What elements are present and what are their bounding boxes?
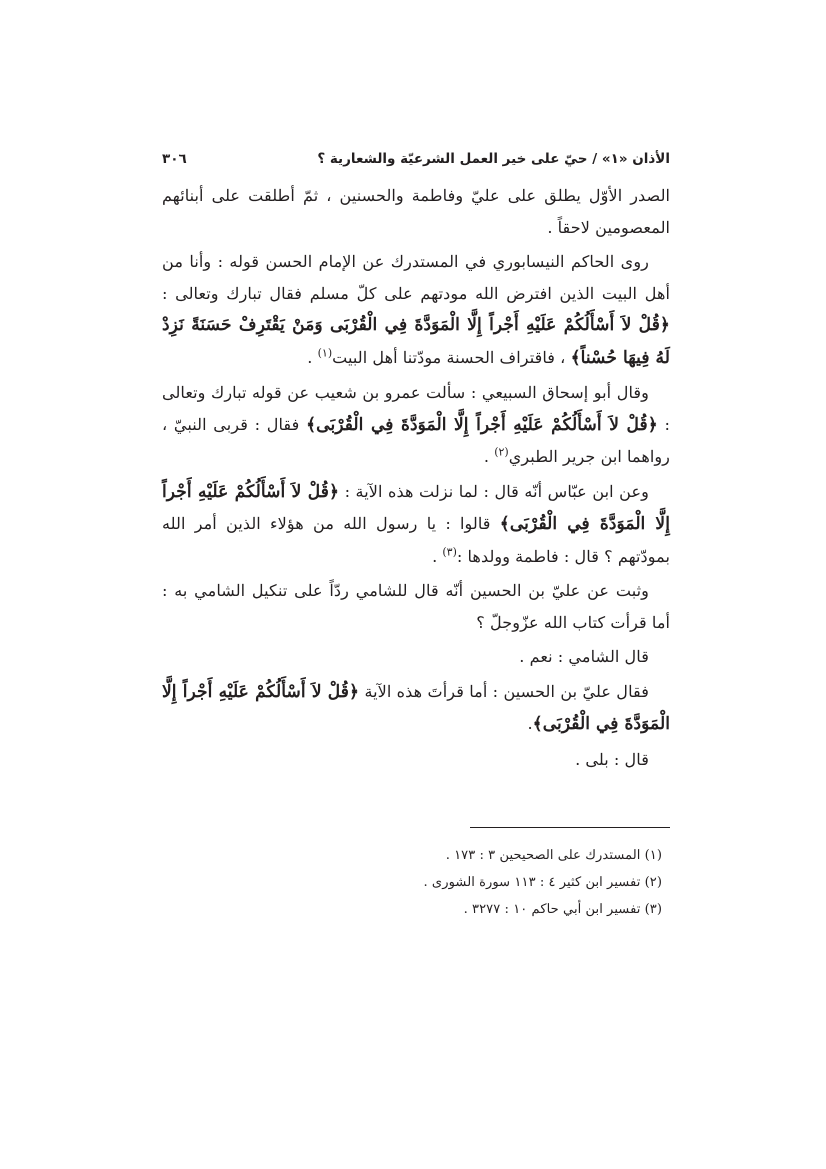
paragraph-3 <box>162 377 670 473</box>
page-header <box>162 148 670 170</box>
running-title: الأذان «١» / حيّ على خير العمل الشرعيّة والشعارية ؟ <box>317 151 670 167</box>
paragraph-text: وثبت عن عليّ بن الحسين أنّه قال للشامي ردّاً على تنكيل الشامي به : أما قرأت كتاب الله عزّوجلّ ؟ <box>162 581 670 632</box>
footnote-ref-2: (٢) <box>494 445 509 459</box>
footnote-2: (٢) تفسير ابن كثير ٤ : ١١٣ سورة الشورى . <box>423 875 662 890</box>
paragraph-text: فقال : قربى النبيّ ، رواهما ابن جرير الطبري <box>162 414 670 466</box>
book-page <box>162 148 670 923</box>
paragraph-end: . <box>527 714 533 733</box>
paragraph-text: وقال أبو إسحاق السبيعي : سألت عمرو بن شعيب عن قوله تبارك وتعالى : <box>162 383 670 434</box>
paragraph-text: ، فاقتراف الحسنة مودّتنا أهل البيت <box>332 347 566 367</box>
paragraph-text: قال الشامي : نعم . <box>519 647 649 666</box>
footnote-ref-1: (١) <box>317 346 333 360</box>
paragraph-1 <box>162 180 670 243</box>
quran-verse: ﴿قُلْ لاَ أَسْأَلُكُمْ عَلَيْهِ أَجْراً إِلَّا الْمَوَدَّةَ فِي الْقُرْبَى وَمَنْ يَقْتَرِفْ حَسَنَةً نَزِدْ لَهُ فِيهَا حُسْناً﴾ <box>162 315 670 368</box>
paragraph-8 <box>162 744 670 776</box>
main-text <box>162 180 670 775</box>
paragraph-text: روى الحاكم النيسابوري في المستدرك عن الإمام الحسن قوله : وأنا من أهل البيت الذين افترض الله مودتهم على كلّ مسلم فقال تبارك وتعالى : <box>162 252 670 303</box>
paragraph-text: فقال عليّ بن الحسين : أما قرأتَ هذه الآية <box>364 681 649 701</box>
footnotes <box>162 842 670 923</box>
paragraph-end: . <box>483 447 495 466</box>
paragraph-text: الصدر الأوّل يطلق على عليّ وفاطمة والحسنين ، ثمّ أطلقت على أبنائهم المعصومين لاحقاً . <box>162 186 670 237</box>
paragraph-end: . <box>432 546 443 566</box>
footnote-1: (١) المستدرك على الصحيحين ٣ : ١٧٣ . <box>445 848 662 863</box>
paragraph-7 <box>162 676 670 741</box>
paragraph-end: . <box>307 347 318 367</box>
quran-verse: ﴿قُلْ لاَ أَسْأَلُكُمْ عَلَيْهِ أَجْراً إِلَّا الْمَوَدَّةَ فِي الْقُرْبَى﴾ <box>306 414 658 435</box>
page-number: ٣٠٦ <box>162 151 187 167</box>
paragraph-2 <box>162 246 670 374</box>
quran-verse: ﴿قُلْ لاَ أَسْأَلُكُمْ عَلَيْهِ أَجْراً إِلَّا الْمَوَدَّةَ فِي الْقُرْبَى﴾ <box>162 681 670 734</box>
paragraph-text: قالوا : يا رسول الله من هؤلاء الذين أمر الله بمودّتهم ؟ قال : فاطمة وولدها : <box>162 514 670 566</box>
footnote-3: (٣) تفسير ابن أبي حاكم ١٠ : ٣٢٧٧ . <box>463 902 662 917</box>
footnote-divider <box>470 827 670 828</box>
footnote-ref-3: (٣) <box>442 545 457 559</box>
paragraph-4 <box>162 476 670 573</box>
paragraph-text: وعن ابن عبّاس أنّه قال : لما نزلت هذه الآية : <box>344 481 649 501</box>
paragraph-6 <box>162 641 670 673</box>
paragraph-text: قال : بلى . <box>575 749 649 769</box>
quran-verse: ﴿قُلْ لاَ أَسْأَلُكُمْ عَلَيْهِ أَجْراً إِلَّا الْمَوَدَّةَ فِي الْقُرْبَى﴾ <box>162 481 670 534</box>
paragraph-5 <box>162 575 670 638</box>
